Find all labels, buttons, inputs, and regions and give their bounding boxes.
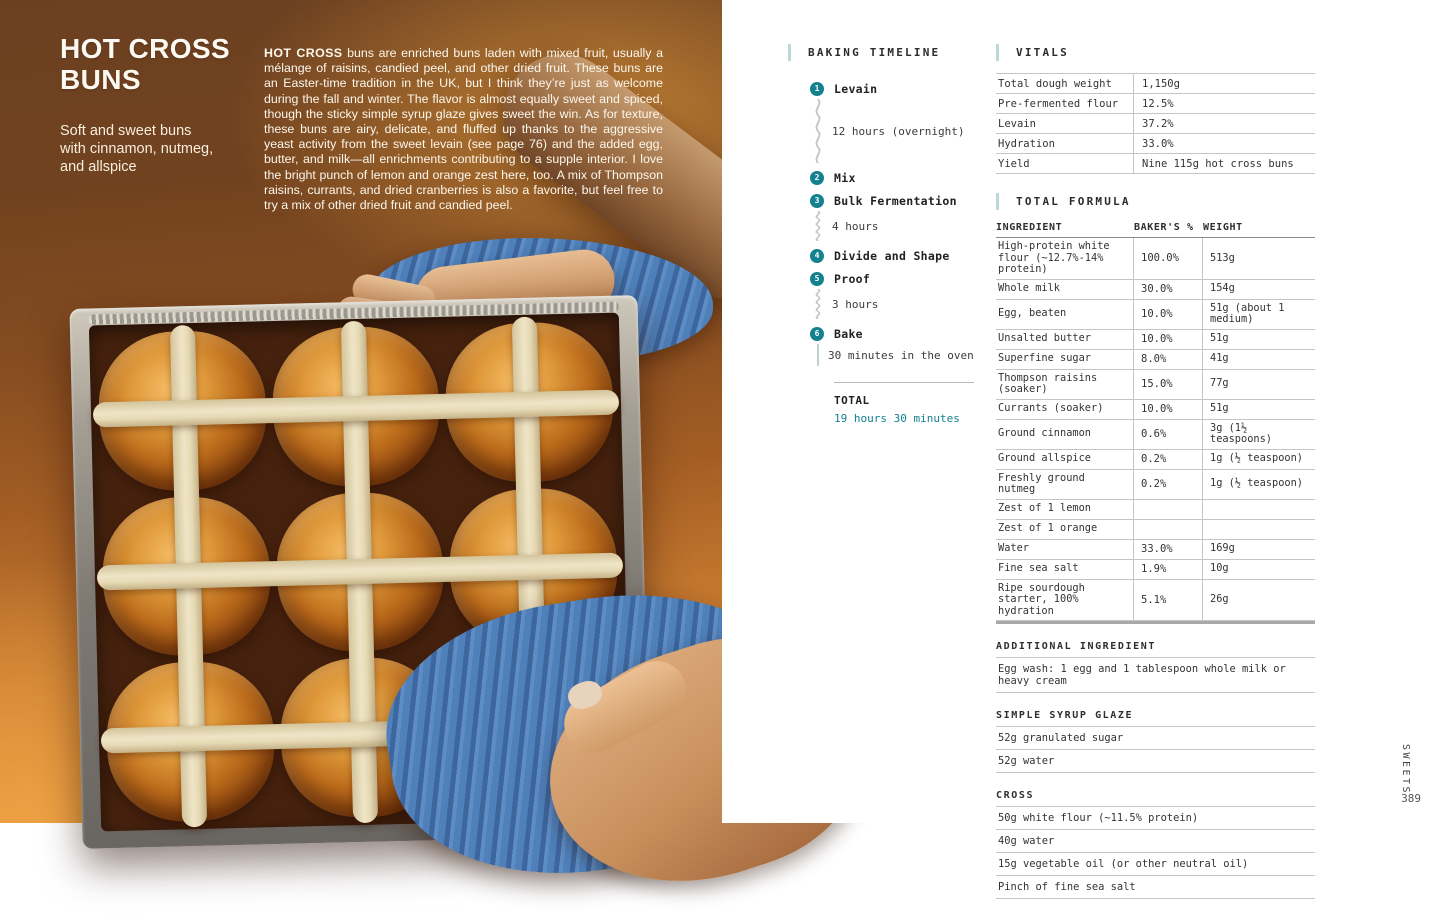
step-duration: 3 hours: [832, 297, 879, 311]
step-duration: 12 hours (overnight): [832, 124, 965, 138]
simple-syrup-glaze-section: [996, 710, 1315, 773]
formula-bakers-percent: [1134, 520, 1203, 539]
formula-row: [996, 300, 1315, 330]
formula-weight: 3g (1½ teaspoons): [1210, 421, 1272, 445]
formula-bakers-percent: [1134, 500, 1203, 519]
step-connector: [813, 99, 998, 163]
formula-row: [996, 560, 1315, 580]
accent-bar: [788, 44, 791, 61]
formula-row: [996, 500, 1315, 520]
formula-ingredient: High-protein white flour (~12.7%-14% protein): [996, 238, 1134, 279]
simple-syrup-glaze-title: SIMPLE SYRUP GLAZE: [996, 710, 1315, 727]
formula-bakers-percent: 0.6%: [1134, 420, 1203, 449]
baking-timeline-header: [788, 44, 998, 61]
vitals-label: Hydration: [996, 134, 1134, 153]
step-connector: [813, 211, 998, 241]
formula-ingredient: Ground cinnamon: [996, 420, 1134, 449]
chapter-tab: SWEETS: [1399, 743, 1411, 796]
formula-row: [996, 350, 1315, 370]
formula-weight: 51g (about 1 medium): [1210, 301, 1285, 325]
additional-ingredient-item: Egg wash: 1 egg and 1 tablespoon whole milk or heavy cream: [996, 658, 1315, 693]
formula-weight: 26g: [1210, 593, 1229, 605]
recipe-title-line1: HOT CROSS: [60, 33, 231, 64]
formula-bakers-percent: 10.0%: [1134, 300, 1203, 329]
cross-item: 15g vegetable oil (or other neutral oil): [996, 853, 1315, 876]
step-label: Mix: [834, 170, 856, 185]
timeline-divider: [834, 382, 974, 383]
formula-row: [996, 450, 1315, 470]
vitals-label: Yield: [996, 154, 1134, 173]
section-title: VITALS: [1016, 46, 1069, 59]
total-label: TOTAL: [834, 394, 870, 407]
recipe-data-page: [722, 0, 1445, 893]
formula-row: [996, 280, 1315, 300]
vitals-value: 37.2%: [1142, 117, 1174, 130]
vitals-label: Total dough weight: [996, 74, 1134, 93]
formula-ingredient: Egg, beaten: [996, 300, 1134, 329]
subtitle-line: with cinnamon, nutmeg,: [60, 141, 214, 157]
page-number: 389: [1401, 792, 1421, 805]
formula-bakers-percent: 10.0%: [1134, 330, 1203, 349]
formula-ingredient: Thompson raisins (soaker): [996, 370, 1134, 399]
vitals-value: 12.5%: [1142, 97, 1174, 110]
formula-row: [996, 400, 1315, 420]
formula-bakers-percent: 30.0%: [1134, 280, 1203, 299]
vitals-table: [996, 73, 1315, 174]
formula-ingredient: Freshly ground nutmeg: [996, 470, 1134, 499]
col-weight: WEIGHT: [1203, 222, 1243, 233]
vitals-row: [996, 94, 1315, 114]
formula-bakers-percent: 5.1%: [1134, 580, 1203, 621]
recipe-title: [60, 33, 230, 95]
formula-weight: 77g: [1210, 377, 1229, 390]
step-duration: 4 hours: [832, 219, 879, 233]
vitals-row: [996, 154, 1315, 174]
squiggle-line: [813, 289, 823, 319]
formula-table: [996, 238, 1315, 624]
formula-row: [996, 238, 1315, 280]
col-bakers: BAKER'S %: [1134, 222, 1194, 233]
formula-row: [996, 370, 1315, 400]
formula-ingredient: Ground allspice: [996, 450, 1134, 469]
additional-ingredient-section: [996, 641, 1315, 693]
step-number-badge: 5: [810, 272, 824, 286]
formula-bakers-percent: 33.0%: [1134, 540, 1203, 559]
vitals-value: 33.0%: [1142, 137, 1174, 150]
step-label: Divide and Shape: [834, 248, 950, 263]
cross-section: [996, 790, 1315, 899]
total-value: 19 hours 30 minutes: [834, 412, 960, 425]
vitals-label: Pre-fermented flour: [996, 94, 1134, 113]
formula-bakers-percent: 8.0%: [1134, 350, 1203, 369]
formula-ingredient: Zest of 1 lemon: [996, 500, 1134, 519]
formula-ingredient: Superfine sugar: [996, 350, 1134, 369]
step-connector: [813, 344, 998, 366]
vitals-row: [996, 74, 1315, 94]
formula-weight: 513g: [1210, 251, 1235, 264]
recipe-intro: [264, 46, 663, 213]
formula-row: [996, 540, 1315, 560]
baking-timeline: [788, 44, 998, 425]
formula-row: [996, 420, 1315, 450]
vitals-row: [996, 134, 1315, 154]
intro-lead: HOT CROSS: [264, 46, 343, 60]
formula-row: [996, 470, 1315, 500]
squiggle-line: [813, 99, 823, 163]
step-number-badge: 3: [810, 194, 824, 208]
vitals-value: Nine 115g hot cross buns: [1142, 157, 1294, 170]
formula-weight: [1203, 500, 1315, 519]
glaze-item: 52g water: [996, 750, 1315, 773]
step-number-badge: 1: [810, 82, 824, 96]
col-ingredient: INGREDIENT: [996, 222, 1063, 233]
vitals-label: Levain: [996, 114, 1134, 133]
timeline-step: [810, 169, 998, 186]
accent-bar: [996, 193, 999, 210]
step-connector: [813, 289, 998, 319]
recipe-subtitle: [60, 122, 213, 176]
accent-bar: [996, 44, 999, 61]
step-number-badge: 4: [810, 249, 824, 263]
formula-ingredient: Unsalted butter: [996, 330, 1134, 349]
formula-ingredient: Fine sea salt: [996, 560, 1134, 579]
total-formula: [996, 193, 1315, 624]
formula-column-headers: [996, 222, 1315, 238]
formula-ingredient: Whole milk: [996, 280, 1134, 299]
cross-item: 40g water: [996, 830, 1315, 853]
timeline-step: [810, 80, 998, 163]
formula-ingredient: Zest of 1 orange: [996, 520, 1134, 539]
formula-bakers-percent: 0.2%: [1134, 470, 1203, 499]
formula-weight: 1g (½ teaspoon): [1210, 477, 1303, 490]
timeline-steps: [810, 80, 998, 366]
step-label: Proof: [834, 271, 871, 286]
recipe-title-line2: BUNS: [60, 64, 141, 95]
timeline-step: [810, 247, 998, 264]
step-label: Bake: [834, 326, 863, 341]
intro-body: buns are enriched buns laden with mixed fruit, usually a mélange of raisins, candied peel, and other dried fruit. These buns are an Easter-time tradition in the UK, but I think they’re just as welcome during the fall and winter. The flavor is almost equally sweet and spiced, though the sticky simple syrup glaze gives sweet the win. As for texture, these buns are airy, delicate, and fluffed up thanks to the aggressive yeast activity from the sweet levain (see page 76) and the added egg, butter, and milk—all enrichments contributing to a supple interior. I love the bright punch of lemon and orange zest here, too. A mix of Thompson raisins, currants, and dried cranberries is also a favorite, but feel free to try a mix of other dried fruit and candied peel.: [264, 46, 664, 213]
vitals-value: 1,150g: [1142, 77, 1180, 90]
formula-bakers-percent: 15.0%: [1134, 370, 1203, 399]
vitals-row: [996, 114, 1315, 134]
squiggle-line: [813, 211, 823, 241]
glaze-item: 52g granulated sugar: [996, 727, 1315, 750]
timeline-step: [810, 192, 998, 241]
step-label: Levain: [834, 81, 878, 96]
step-number-badge: 2: [810, 171, 824, 185]
formula-row: [996, 520, 1315, 540]
formula-weight: 51g: [1210, 402, 1229, 415]
step-duration: 30 minutes in the oven: [828, 348, 974, 362]
subtitle-line: Soft and sweet buns: [60, 123, 192, 139]
formula-weight: [1203, 520, 1315, 539]
formula-weight: 10g: [1210, 562, 1229, 575]
step-label: Bulk Fermentation: [834, 193, 957, 208]
formula-weight: 1g (½ teaspoon): [1210, 452, 1303, 465]
recipe-tables: [996, 44, 1315, 899]
subtitle-line: and allspice: [60, 159, 137, 175]
cross-item: 50g white flour (~11.5% protein): [996, 807, 1315, 830]
straight-line: [817, 344, 819, 366]
total-formula-header: [996, 193, 1315, 210]
formula-ingredient: Ripe sourdough starter, 100% hydration: [996, 580, 1134, 621]
formula-weight: 41g: [1210, 352, 1229, 365]
formula-bakers-percent: 10.0%: [1134, 400, 1203, 419]
section-title: TOTAL FORMULA: [1016, 195, 1131, 208]
formula-row: [996, 580, 1315, 622]
photo-hot-cross-buns: [0, 0, 722, 823]
formula-weight: 51g: [1210, 332, 1229, 345]
formula-ingredient: Currants (soaker): [996, 400, 1134, 419]
formula-ingredient: Water: [996, 540, 1134, 559]
section-title: BAKING TIMELINE: [808, 46, 941, 59]
formula-bakers-percent: 100.0%: [1134, 238, 1203, 279]
cross-item: Pinch of fine sea salt: [996, 876, 1315, 899]
cross-title: CROSS: [996, 790, 1315, 807]
timeline-step: [810, 270, 998, 319]
step-number-badge: 6: [810, 327, 824, 341]
formula-bakers-percent: 0.2%: [1134, 450, 1203, 469]
formula-weight: 169g: [1210, 542, 1235, 555]
additional-ingredient-title: ADDITIONAL INGREDIENT: [996, 641, 1315, 658]
timeline-step: [810, 325, 998, 366]
formula-bakers-percent: 1.9%: [1134, 560, 1203, 579]
vitals-header: [996, 44, 1315, 61]
formula-row: [996, 330, 1315, 350]
formula-weight: 154g: [1210, 282, 1235, 295]
